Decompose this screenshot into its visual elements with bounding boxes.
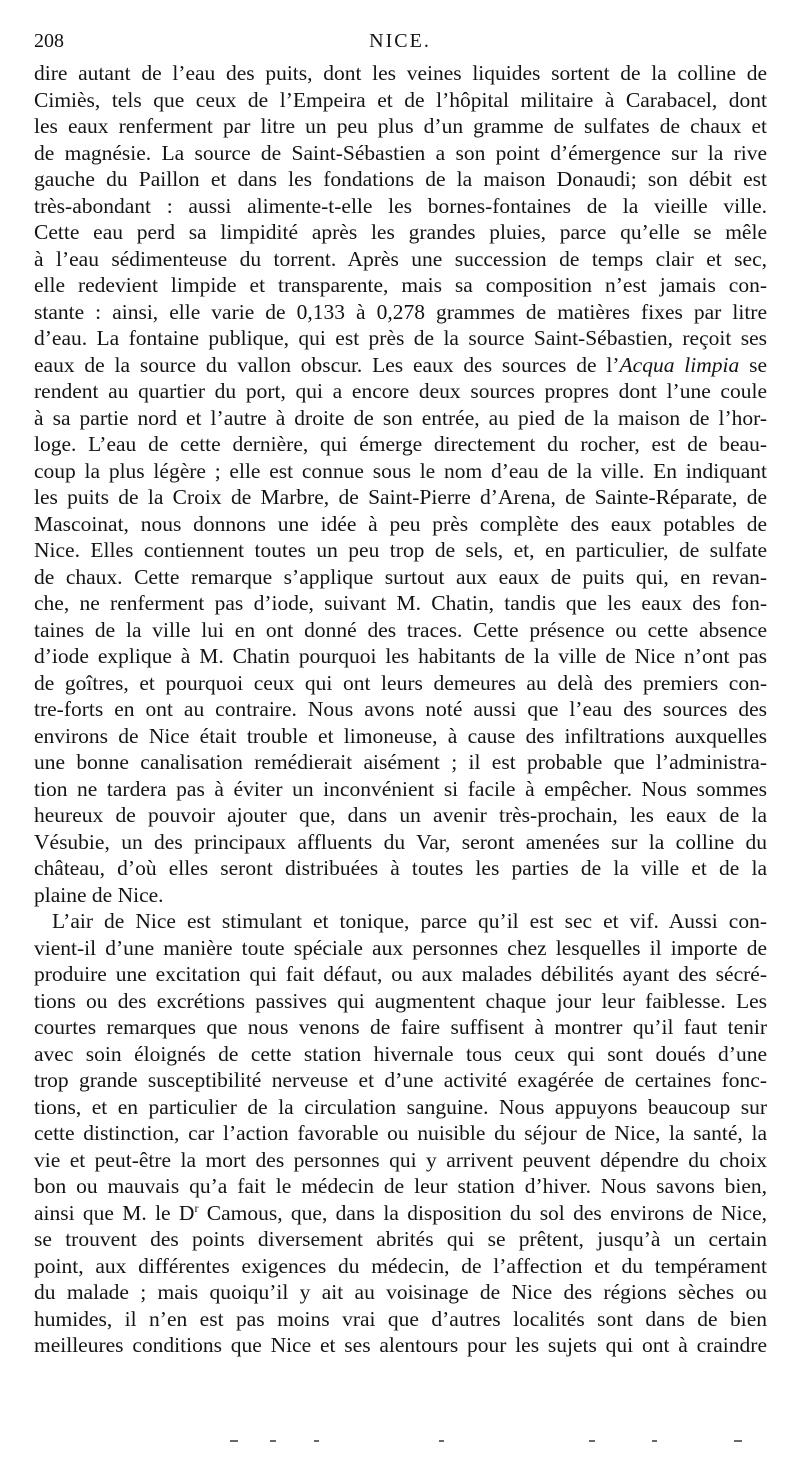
text-line: de chaux. Cette remarque s’applique surtout aux eaux de puits qui, en revan- — [34, 564, 767, 589]
text-line: gauche du Paillon et dans les fondations de la maison Donaudi; son débit est — [34, 167, 767, 191]
print-mark — [589, 1440, 595, 1442]
text-line: rendent au quartier du port, qui a encore deux sources propres dont l’une coule — [34, 379, 767, 403]
page-header — [34, 30, 766, 58]
text-line: che, ne renferment pas d’iode, suivant M. Chatin, tandis que les eaux des fon- — [34, 591, 767, 615]
text-line: coup la plus légère ; elle est connue sous le nom d’eau de la ville. En indiquant — [34, 458, 767, 483]
text-line: tions ou des excrétions passives qui augmentent chaque jour leur faiblesse. Les — [34, 988, 767, 1013]
text-line: elle redevient limpide et transparente, mais sa composition n’est jamais con- — [34, 273, 767, 297]
text-line: taines de la ville lui en ont donné des traces. Cette présence ou cette absence — [34, 617, 767, 642]
text-line: environs de Nice était trouble et limoneuse, à cause des infiltrations auxquelles — [34, 723, 767, 748]
text-line: Cette eau perd sa limpidité après les grandes pluies, parce qu’elle se mêle — [34, 220, 767, 244]
text-line: heureux de pouvoir ajouter que, dans un avenir très-prochain, les eaux de la — [34, 803, 767, 827]
text-line: Vésubie, un des principaux affluents du Var, seront amenées sur la colline du — [34, 829, 767, 854]
text-line: meilleures conditions que Nice et ses alentours pour les sujets qui ont à craindre — [34, 1333, 767, 1357]
text-line: humides, il n’en est pas moins vrai que d’autres localités sont dans de bien — [34, 1306, 767, 1331]
text-segment: se — [739, 352, 767, 377]
text-line: tions, et en particulier de la circulation sanguine. Nous appuyons beaucoup sur — [34, 1094, 767, 1119]
text-line: produire une excitation qui fait défaut, ou aux malades débilités ayant des sécré- — [34, 962, 767, 986]
paragraph-water-sources — [34, 60, 767, 908]
text-line: très-abondant : aussi alimente-t-elle les bornes-fontaines de la vieille ville. — [34, 193, 767, 218]
text-line-doctor — [34, 1200, 767, 1227]
paragraph-air-of-nice — [34, 908, 767, 1359]
print-mark — [439, 1440, 444, 1442]
print-mark — [230, 1440, 238, 1442]
print-mark — [314, 1440, 319, 1442]
text-line: une bonne canalisation remédierait aisément ; il est probable que l’administra- — [34, 750, 767, 774]
text-line: du malade ; mais quoiqu’il y ait au voisinage de Nice des régions sèches ou — [34, 1280, 767, 1304]
text-line: les eaux renferment par litre un peu plus d’un gramme de sulfates de chaux et — [34, 114, 767, 138]
body-text — [34, 60, 767, 1359]
print-mark — [270, 1440, 276, 1442]
print-mark — [652, 1440, 657, 1442]
text-segment: eaux de la source du vallon obscur. Les eaux des sources de l’ — [34, 352, 620, 377]
text-line: avec soin éloignés de cette station hivernale tous ceux qui sont doués d’une — [34, 1041, 767, 1066]
text-line: se trouvent des points diversement abrités qui se prêtent, jusqu’à un certain — [34, 1227, 767, 1251]
running-title: NICE. — [369, 30, 431, 52]
text-line: dire autant de l’eau des puits, dont les veines liquides sortent de la colline de — [34, 61, 767, 85]
text-line: courtes remarques que nous venons de faire suffisent à montrer qu’il faut tenir — [34, 1015, 767, 1039]
text-line: d’eau. La fontaine publique, qui est près de la source Saint-Sébastien, reçoit ses — [34, 326, 767, 350]
footer-print-marks — [34, 1436, 766, 1446]
text-line: vient-il d’une manière toute spéciale aux personnes chez lesquelles il importe de — [34, 935, 767, 960]
text-line: les puits de la Croix de Marbre, de Saint-Pierre d’Arena, de Sainte-Réparate, de — [34, 485, 767, 509]
text-line: L’air de Nice est stimulant et tonique, parce qu’il est sec et vif. Aussi con- — [52, 909, 767, 933]
text-line: de magnésie. La source de Saint-Sébastien a son point d’émergence sur la rive — [34, 140, 767, 165]
text-line: tre-forts en ont au contraire. Nous avons noté aussi que l’eau des sources des — [34, 697, 767, 721]
page-number: 208 — [34, 30, 64, 52]
text-segment: Camous, que, dans la disposition du sol des environs de Nice, — [198, 1200, 767, 1225]
text-line: à sa partie nord et l’autre à droite de son entrée, au pied de la maison de l’hor- — [34, 405, 767, 430]
text-line: château, d’où elles seront distribuées à toutes les parties de la ville et de la — [34, 856, 767, 880]
print-mark — [734, 1440, 742, 1442]
text-line: Nice. Elles contiennent toutes un peu trop de sels, et, en particulier, de sulfate — [34, 538, 767, 562]
text-line: à l’eau sédimenteuse du torrent. Après une succession de temps clair et sec, — [34, 246, 767, 271]
text-line: vie et peut-être la mort des personnes qui y arrivent peuvent dépendre du choix — [34, 1147, 767, 1172]
italic-source-name: Acqua limpia — [619, 352, 740, 377]
text-line: cette distinction, car l’action favorable ou nuisible du séjour de Nice, la santé, la — [34, 1121, 767, 1145]
text-line: point, aux différentes exigences du médecin, de l’affection et du tempérament — [34, 1253, 767, 1278]
text-segment: ainsi que M. le D — [34, 1200, 195, 1225]
text-line: bon ou mauvais qu’a fait le médecin de leur station d’hiver. Nous savons bien, — [34, 1174, 767, 1198]
text-line: d’iode explique à M. Chatin pourquoi les habitants de la ville de Nice n’ont pas — [34, 644, 767, 668]
text-line-acqua — [34, 352, 767, 379]
text-line: de goîtres, et pourquoi ceux qui ont leurs demeures au delà des premiers con- — [34, 670, 767, 695]
text-line: loge. L’eau de cette dernière, qui émerge directement du rocher, est de beau- — [34, 432, 767, 456]
superscript: r — [194, 1200, 199, 1215]
text-line: tion ne tardera pas à éviter un inconvénient si facile à empêcher. Nous sommes — [34, 776, 767, 801]
text-line: plaine de Nice. — [34, 882, 164, 907]
text-line: Cimiès, tels que ceux de l’Empeira et de l’hôpital militaire à Carabacel, dont — [34, 87, 767, 112]
text-line: Mascoinat, nous donnons une idée à peu près complète des eaux potables de — [34, 511, 767, 536]
text-line: trop grande susceptibilité nerveuse et d’une activité exagérée de certaines fonc- — [34, 1068, 767, 1092]
text-line: stante : ainsi, elle varie de 0,133 à 0,278 grammes de matières fixes par litre — [34, 299, 767, 324]
